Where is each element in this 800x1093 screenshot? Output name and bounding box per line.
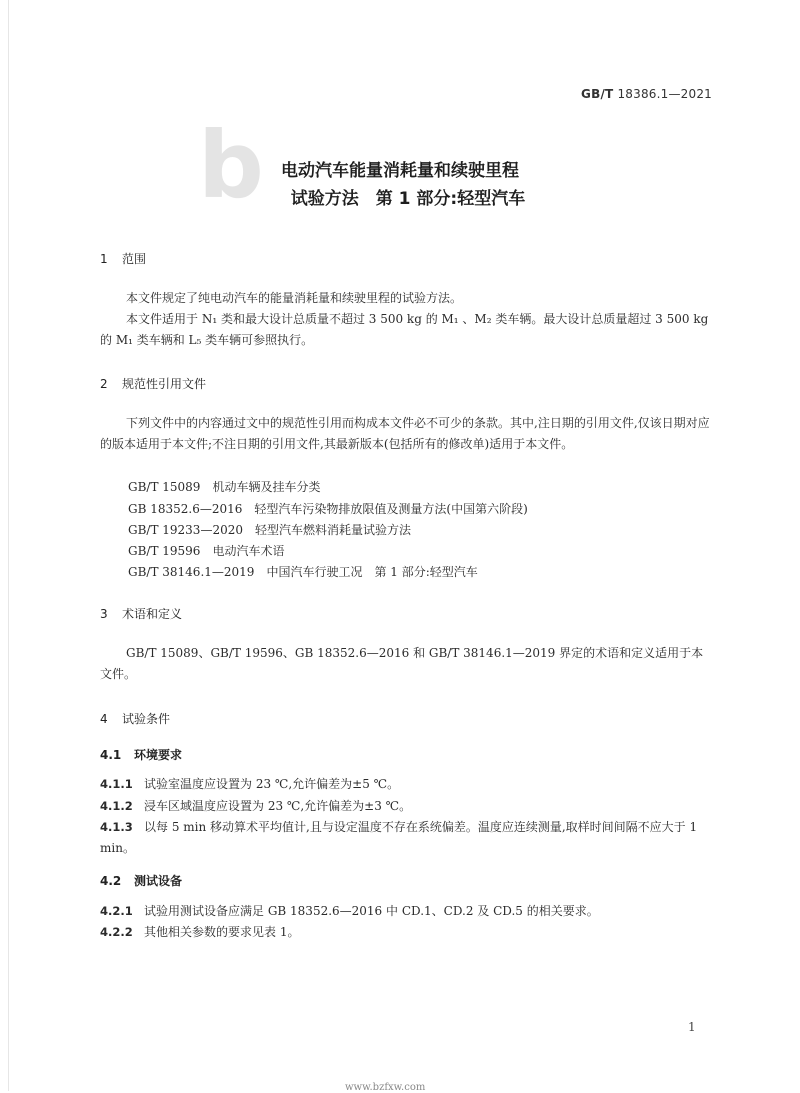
reference-title: 轻型汽车燃料消耗量试验方法	[255, 523, 412, 537]
section-4-heading	[100, 710, 170, 727]
clause-text: 浸车区域温度应设置为 23 ℃,允许偏差为±3 ℃。	[144, 799, 412, 813]
reference-code: GB/T 38146.1—2019	[128, 565, 255, 579]
section-1-paragraph-2: 本文件适用于 N₁ 类和最大设计总质量不超过 3 500 kg 的 M₁ 、M₂ 类车辆。最大设计总质量超过 3 500 kg的 M₁ 类车辆和 L₅ 类车辆可参照执行。	[100, 312, 709, 347]
subsection-4-2-heading	[100, 872, 182, 889]
section-1-paragraph-1: 本文件规定了纯电动汽车的能量消耗量和续驶里程的试验方法。	[126, 291, 463, 305]
section-number: 1	[100, 252, 108, 266]
section-2-heading	[100, 375, 206, 392]
section-1-heading	[100, 250, 146, 267]
reference-item	[128, 521, 411, 538]
bottom-watermark-text: www.bzfxw.com	[345, 1082, 426, 1093]
reference-item	[128, 478, 320, 495]
reference-title: 轻型汽车污染物排放限值及测量方法(中国第六阶段)	[254, 502, 528, 516]
clause-4-1-3	[100, 817, 714, 859]
clause-number: 4.2.2	[100, 925, 133, 939]
clause-number: 4.1.2	[100, 799, 133, 813]
clause-number: 4.1.3	[100, 820, 133, 834]
section-number: 3	[100, 607, 108, 621]
clause-text: 以每 5 min 移动算术平均值计,且与设定温度不存在系统偏差。温度应连续测量,取样时间间隔不应大于 1 min。	[100, 820, 698, 855]
section-3-heading	[100, 605, 182, 622]
section-title: 范围	[122, 252, 147, 266]
clause-text: 试验用测试设备应满足 GB 18352.6—2016 中 CD.1、CD.2 及 CD.5 的相关要求。	[144, 904, 599, 918]
document-title-line1: 电动汽车能量消耗量和续驶里程	[281, 161, 519, 181]
clause-number: 4.1.1	[100, 777, 133, 791]
standard-number: 18386.1—2021	[617, 87, 712, 101]
subsection-4-1-heading	[100, 746, 182, 763]
clause-4-1-2	[100, 796, 714, 817]
section-title: 试验条件	[122, 712, 171, 726]
reference-item	[128, 563, 478, 580]
clause-4-2-1	[100, 901, 714, 922]
document-title-line2: 试验方法 第 1 部分:轻型汽车	[290, 189, 526, 209]
clause-number: 4.2.1	[100, 904, 133, 918]
watermark: b	[198, 112, 270, 219]
section-title: 术语和定义	[122, 607, 183, 621]
reference-code: GB/T 19596	[128, 544, 201, 558]
standard-prefix: GB/T	[581, 87, 614, 101]
reference-title: 电动汽车术语	[212, 544, 285, 558]
subsection-number: 4.2	[100, 874, 122, 888]
section-2-paragraph-1: 下列文件中的内容通过文中的规范性引用而构成本文件必不可少的条款。其中,注日期的引用文件,仅该日期对应的版本适用于本文件;不注日期的引用文件,其最新版本(包括所有的修改单)适用于本文件。	[100, 416, 710, 451]
reference-code: GB 18352.6—2016	[128, 502, 243, 516]
subsection-title: 测试设备	[134, 874, 183, 888]
reference-title: 机动车辆及挂车分类	[212, 480, 321, 494]
clause-4-1-1	[100, 774, 714, 795]
reference-code: GB/T 19233—2020	[128, 523, 243, 537]
subsection-title: 环境要求	[134, 748, 183, 762]
section-number: 2	[100, 377, 108, 391]
clause-text: 试验室温度应设置为 23 ℃,允许偏差为±5 ℃。	[144, 777, 400, 791]
reference-code: GB/T 15089	[128, 480, 201, 494]
section-3-paragraph-1: GB/T 15089、GB/T 19596、GB 18352.6—2016 和 GB/T 38146.1—2019 界定的术语和定义适用于本文件。	[100, 646, 704, 681]
reference-item	[128, 500, 528, 517]
clause-4-2-2	[100, 922, 714, 943]
standard-code	[581, 87, 712, 101]
section-number: 4	[100, 712, 108, 726]
subsection-number: 4.1	[100, 748, 122, 762]
reference-title: 中国汽车行驶工况 第 1 部分:轻型汽车	[266, 565, 478, 579]
reference-item	[128, 542, 284, 559]
section-title: 规范性引用文件	[122, 377, 207, 391]
page-number: 1	[688, 1020, 696, 1034]
clause-text: 其他相关参数的要求见表 1。	[144, 925, 300, 939]
